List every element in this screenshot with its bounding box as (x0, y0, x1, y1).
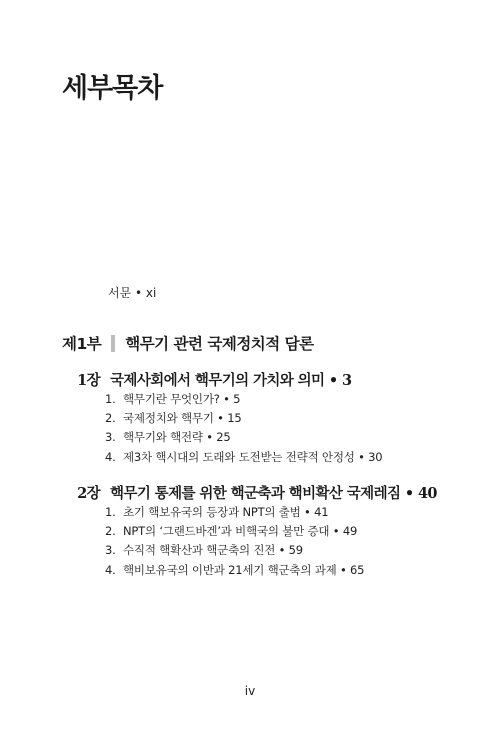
chapter-title: 핵무기 통제를 위한 핵군축과 핵비확산 국제레짐 • 40 (110, 485, 437, 502)
section-number: 2. (105, 524, 116, 539)
section-item (105, 503, 364, 522)
chapter-heading (62, 482, 437, 503)
part-label: 제1부 (62, 335, 102, 353)
section-title: 국제정치와 핵무기 • 15 (123, 411, 242, 426)
section-item (105, 541, 364, 560)
section-number: 4. (105, 449, 116, 464)
section-number: 3. (105, 543, 116, 558)
section-number: 2. (105, 411, 116, 426)
section-title: 핵무기와 핵전략 • 25 (123, 430, 231, 445)
section-title: 핵무기란 무엇인가? • 5 (123, 392, 241, 406)
section-item (105, 448, 382, 467)
section-title: 초기 핵보유국의 등장과 NPT의 출범 • 41 (123, 505, 329, 519)
chapter-number: 1장 (77, 372, 100, 389)
page-number: iv (244, 684, 256, 698)
chapter-heading (62, 369, 352, 390)
section-title: NPT의 ‘그랜드바겐’과 비핵국의 불만 증대 • 49 (123, 524, 358, 539)
section-title: 수직적 핵확산과 핵군축의 진전 • 59 (123, 543, 303, 558)
section-number: 1. (105, 392, 116, 406)
part-divider (111, 335, 115, 352)
section-item (105, 409, 382, 428)
section-number: 1. (105, 505, 116, 519)
preface-entry: 서문 • xi (108, 286, 157, 300)
section-item (105, 522, 364, 541)
part-heading (62, 332, 314, 354)
section-item (105, 428, 382, 447)
section-list (105, 503, 364, 580)
page-title: 세부목차 (62, 73, 163, 104)
section-item (105, 390, 382, 409)
part-title: 핵무기 관련 국제정치적 담론 (125, 335, 314, 353)
section-title: 제3차 핵시대의 도래와 도전받는 전략적 안정성 • 30 (123, 449, 383, 464)
section-number: 4. (105, 562, 116, 577)
chapter-title: 국제사회에서 핵무기의 가치와 의미 • 3 (110, 372, 352, 389)
section-title: 핵비보유국의 이반과 21세기 핵군축의 과제 • 65 (123, 562, 365, 577)
chapter-number: 2장 (77, 485, 100, 502)
section-list (105, 390, 382, 467)
section-item (105, 561, 364, 580)
section-number: 3. (105, 430, 116, 445)
